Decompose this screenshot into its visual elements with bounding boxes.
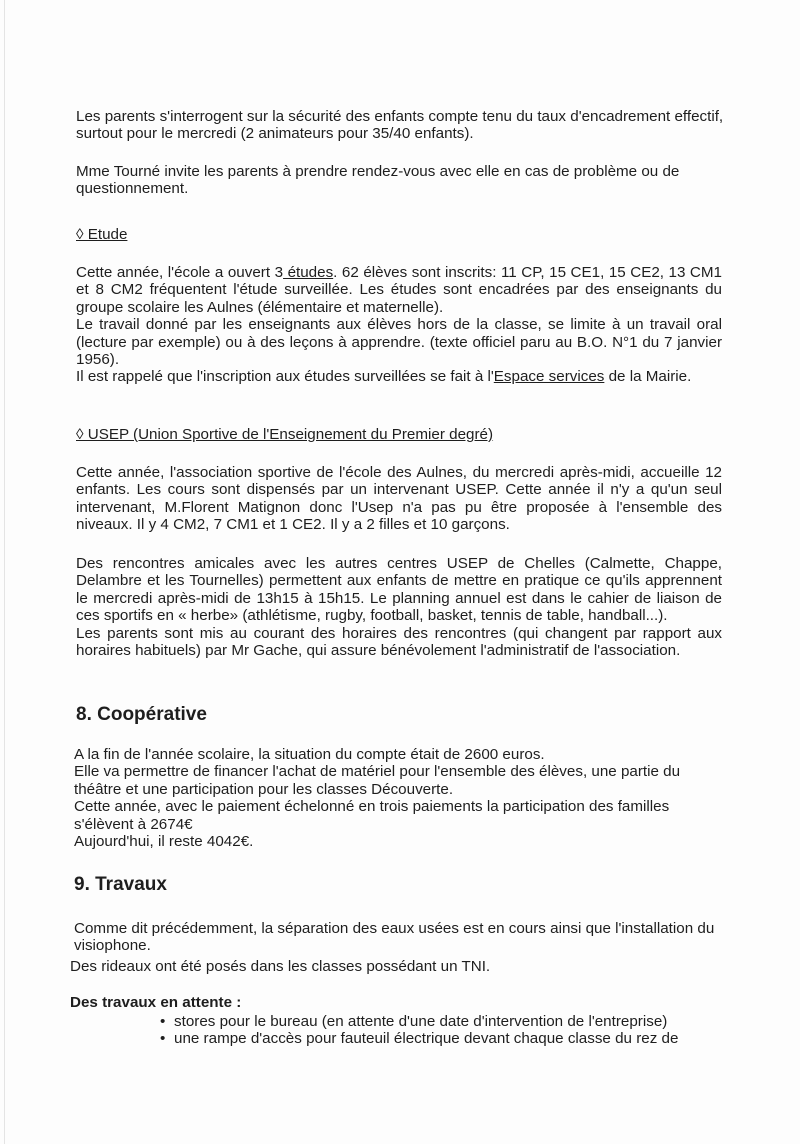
cooperative-body [74, 746, 724, 850]
usep-paragraph-2 [76, 555, 722, 659]
usep-text-1: Cette année, l'association sportive de l'école des Aulnes, du mercredi après-midi, accueille 12 enfants. Les cours sont dispensés par un intervenant USEP. Cette année il n'y a qu'un seul intervenant, M.Florent Matignon donc l'Usep n'a pas pu être proposée à l'ensemble des niveaux. Il y 4 CM2, 7 CM1 et 1 CE2. Il y a 2 filles et 10 garçons. [76, 464, 722, 534]
etude-paragraph-3 [76, 368, 722, 385]
usep-text-2: Des rencontres amicales avec les autres centres USEP de Chelles (Calmette, Chappe, Delambre et les Tournelles) permettent aux enfants de mettre en pratique ce qu'ils apprennent le mercredi après-midi de 13h15 à 15h15. Le planning annuel est dans le cahier de liaison de ces sportifs en « herbe» (athlétisme, rugby, football, basket, tennis de table, handball...). [76, 555, 722, 625]
etude-text-3b: de la Mairie. [604, 368, 692, 386]
etude-underlined-etudes: études [283, 264, 334, 281]
cooperative-line-3: Cette année, avec le paiement échelonné en trois paiements la participation des familles s'élèvent à 2674€ [74, 798, 670, 833]
travaux-attente-list [160, 1013, 740, 1048]
etude-paragraph-2: Le travail donné par les enseignants aux élèves hors de la classe, se limite à un travail oral (lecture par exemple) ou à des leçons à apprendre. (texte officiel paru au B.O. N°1 du 7 janvier 1956). [76, 316, 722, 369]
cooperative-line-1: A la fin de l'année scolaire, la situation du compte était de 2600 euros. [74, 746, 545, 763]
etude-text-3a: Il est rappelé que l'inscription aux études surveillées se fait à l' [76, 368, 494, 386]
list-item: • une rampe d'accès pour fauteuil électrique devant chaque classe du rez de [160, 1030, 740, 1047]
list-item: • stores pour le bureau (en attente d'une date d'intervention de l'entreprise) [160, 1013, 740, 1030]
usep-text-3: Les parents sont mis au courant des horaires des rencontres (qui changent par rapport aux horaires habituels) par Mr Gache, qui assure bénévolement l'administratif de l'association. [76, 624, 722, 660]
etude-heading: ◊ Etude [76, 226, 128, 243]
espace-services-link: Espace services [493, 368, 605, 386]
intro-text-1: Les parents s'interrogent sur la sécurité des enfants compte tenu du taux d'encadrement effectif, surtout pour le mercredi (2 animateurs pour 35/40 enfants). [76, 108, 724, 143]
usep-paragraph-1 [76, 464, 722, 534]
etude-body [76, 264, 722, 386]
scan-edge-line [4, 0, 5, 1144]
etude-paragraph-1 [76, 264, 722, 316]
etude-text-1a: Cette année, l'école a ouvert 3 [76, 264, 284, 281]
section-heading-travaux: 9. Travaux [74, 874, 167, 895]
section-heading-cooperative: 8. Coopérative [76, 704, 207, 725]
intro-paragraph-2 [76, 163, 726, 198]
travaux-paragraph-1 [74, 920, 724, 955]
intro-text-2: Mme Tourné invite les parents à prendre rendez-vous avec elle en cas de problème ou de questionnement. [76, 163, 680, 198]
travaux-attente-label: Des travaux en attente : [70, 994, 242, 1011]
usep-heading: ◊ USEP (Union Sportive de l'Enseignement du Premier degré) [76, 426, 494, 443]
intro-paragraph-1 [76, 108, 726, 143]
travaux-paragraph-2 [70, 958, 720, 975]
cooperative-line-2: Elle va permettre de financer l'achat de matériel pour l'ensemble des élèves, une partie du théâtre et une participation pour les classes Découverte. [74, 763, 681, 798]
travaux-text-2: Des rideaux ont été posés dans les classes possédant un TNI. [70, 958, 491, 975]
travaux-text-1: Comme dit précédemment, la séparation des eaux usées est en cours ainsi que l'installation du visiophone. [74, 920, 715, 955]
etude-text-1b: . 62 élèves sont inscrits: 11 CP, 15 CE1, 15 CE2, 13 CM1 et 8 CM2 fréquentent l'étude surveillée. Les études sont encadrées par des enseignants du groupe scolaire les Aulnes (élémentaire et maternelle). [76, 264, 722, 316]
cooperative-line-4: Aujourd'hui, il reste 4042€. [74, 833, 254, 851]
